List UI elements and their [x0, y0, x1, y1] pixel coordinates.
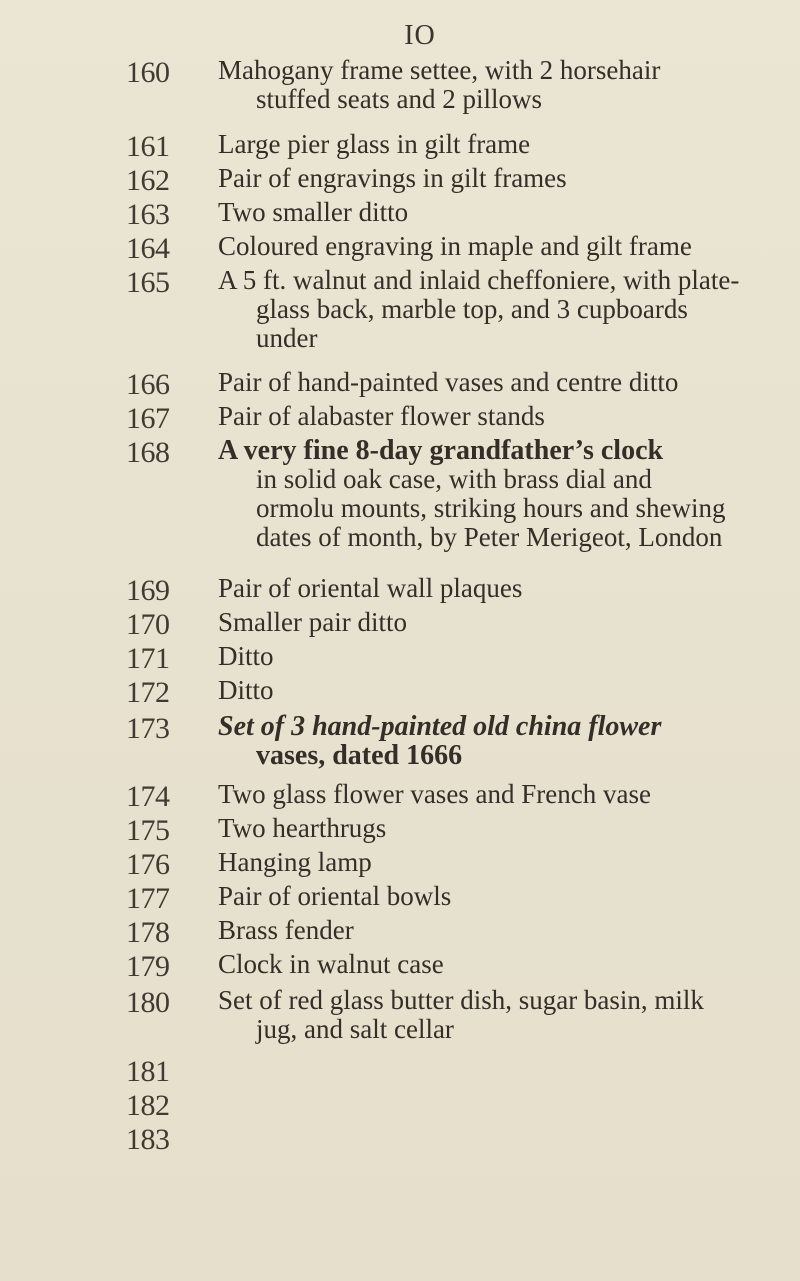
description-line: Mahogany frame settee, with 2 horsehair — [218, 55, 661, 85]
description-line: Pair of engravings in gilt frames — [218, 163, 567, 193]
lot-number: 169 — [126, 574, 170, 607]
description-line: Set of 3 hand-painted old china flower — [218, 711, 662, 742]
lot-number: 163 — [126, 198, 170, 231]
description-line: Pair of alabaster flower stands — [218, 401, 545, 431]
lot-description — [218, 608, 793, 637]
lot-description — [218, 712, 793, 770]
description-line: ormolu mounts, striking hours and shewing — [256, 493, 726, 523]
description-line: Ditto — [218, 675, 274, 705]
lot-number: 167 — [126, 402, 170, 435]
description-line: Two hearthrugs — [218, 813, 387, 843]
lot-description — [218, 642, 793, 671]
description-line: vases, dated 1666 — [256, 740, 463, 771]
lot-number: 180 — [126, 986, 170, 1019]
description-line: A 5 ft. walnut and inlaid cheffoniere, with plate- — [218, 265, 740, 295]
lot-number: 166 — [126, 368, 170, 401]
description-line: Coloured engraving in maple and gilt frame — [218, 231, 692, 261]
lot-description — [218, 436, 793, 552]
lot-number: 181 — [126, 1055, 170, 1088]
lot-description — [218, 950, 793, 979]
description-line: Ditto — [218, 641, 274, 671]
description-line: Brass fender — [218, 915, 354, 945]
description-line: Smaller pair ditto — [218, 607, 407, 637]
description-line: Set of red glass butter dish, sugar basin, milk — [218, 985, 704, 1015]
lot-number: 179 — [126, 950, 170, 983]
lot-number: 172 — [126, 676, 170, 709]
lot-number: 182 — [126, 1089, 170, 1122]
description-line: Hanging lamp — [218, 847, 372, 877]
lot-number: 164 — [126, 232, 170, 265]
lot-description — [218, 130, 793, 159]
description-line: dates of month, by Peter Merigeot, London — [256, 522, 723, 552]
lot-description — [218, 882, 793, 911]
description-line: Two smaller ditto — [218, 197, 409, 227]
description-line: Pair of hand-painted vases and centre ditto — [218, 367, 679, 397]
lot-description — [218, 266, 793, 353]
description-line: glass back, marble top, and 3 cupboards — [256, 294, 688, 324]
description-line: stuffed seats and 2 pillows — [256, 84, 542, 114]
lot-description — [218, 368, 793, 397]
lot-description — [218, 402, 793, 431]
lot-description — [218, 986, 793, 1044]
lot-description — [218, 676, 793, 705]
description-line: Clock in walnut case — [218, 949, 444, 979]
lot-number: 175 — [126, 814, 170, 847]
description-line: in solid oak case, with brass dial and — [256, 464, 652, 494]
lot-number: 161 — [126, 130, 170, 163]
description-line: Pair of oriental wall plaques — [218, 573, 523, 603]
description-line: under — [256, 323, 318, 353]
description-line: jug, and salt cellar — [256, 1014, 454, 1044]
lot-number: 177 — [126, 882, 170, 915]
lot-number: 171 — [126, 642, 170, 675]
lot-number: 162 — [126, 164, 170, 197]
lot-description — [218, 56, 793, 114]
lot-number: 173 — [126, 712, 170, 745]
lot-number: 178 — [126, 916, 170, 949]
lot-number: 165 — [126, 266, 170, 299]
lot-description — [218, 574, 793, 603]
description-line: Large pier glass in gilt frame — [218, 129, 531, 159]
lot-description — [218, 916, 793, 945]
lot-number: 170 — [126, 608, 170, 641]
page-number: IO — [404, 20, 436, 51]
lot-description — [218, 814, 793, 843]
lot-number: 168 — [126, 436, 170, 469]
lot-description — [218, 232, 793, 261]
lot-number: 176 — [126, 848, 170, 881]
description-line: Two glass flower vases and French vase — [218, 779, 651, 809]
lot-description — [218, 780, 793, 809]
lot-number: 174 — [126, 780, 170, 813]
description-line: Pair of oriental bowls — [218, 881, 452, 911]
lot-description — [218, 198, 793, 227]
lot-number: 183 — [126, 1123, 170, 1156]
lot-number: 160 — [126, 56, 170, 89]
lot-description — [218, 848, 793, 877]
lot-description — [218, 164, 793, 193]
description-line: A very fine 8-day grandfather’s clock — [218, 435, 664, 466]
